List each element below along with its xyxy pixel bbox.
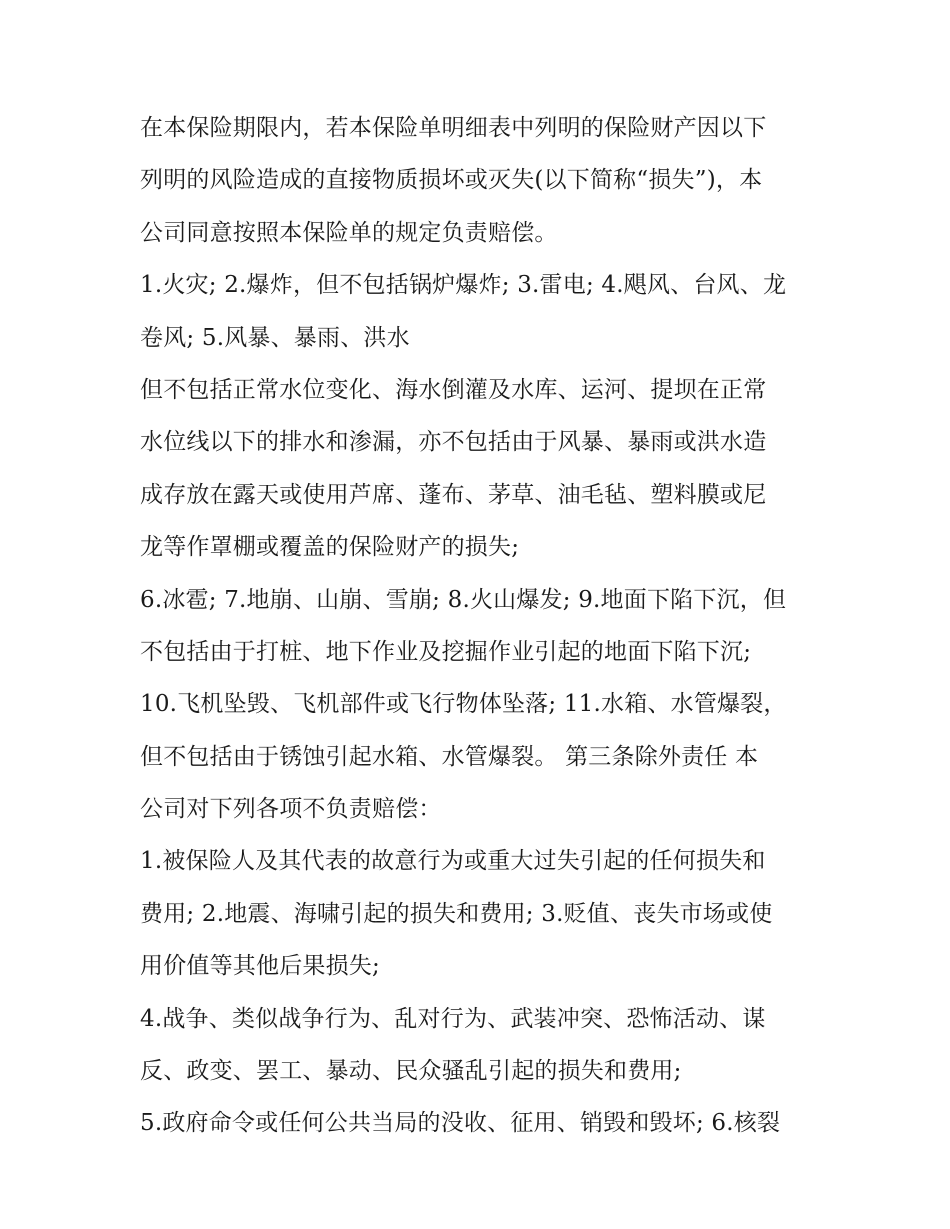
text-line: 龙等作罩棚或覆盖的保险财产的损失; [140, 534, 520, 561]
document-body [140, 102, 830, 1150]
text-line: 成存放在露天或使用芦席、蓬布、茅草、油毛毡、塑料膜或尼 [140, 481, 767, 508]
text-line: 1.被保险人及其代表的故意行为或重大过失引起的任何损失和 [140, 848, 766, 875]
text-line: 公司同意按照本保险单的规定负责赔偿。 [140, 219, 558, 246]
text-line: 反、政变、罢工、暴动、民众骚乱引起的损失和费用; [140, 1058, 682, 1085]
text-line: 用价值等其他后果损失; [140, 953, 380, 980]
text-line: 列明的风险造成的直接物质损坏或灭失(以下简称“损失”)，本 [140, 167, 763, 194]
text-line: 5.政府命令或任何公共当局的没收、征用、销毁和毁坏; 6.核裂 [140, 1110, 781, 1137]
text-line: 费用; 2.地震、海啸引起的损失和费用; 3.贬值、丧失市场或使 [140, 900, 773, 927]
text-line: 卷风; 5.风暴、暴雨、洪水 [140, 324, 410, 351]
text-line: 水位线以下的排水和渗漏，亦不包括由于风暴、暴雨或洪水造 [140, 429, 767, 456]
text-line: 公司对下列各项不负责赔偿： [140, 796, 442, 823]
text-line: 但不包括由于锈蚀引起水箱、水管爆裂。 第三条除外责任 本 [140, 743, 759, 770]
text-line: 6.冰雹; 7.地崩、山崩、雪崩; 8.火山爆发; 9.地面下陷下沉，但 [140, 586, 787, 613]
text-line: 在本保险期限内，若本保险单明细表中列明的保险财产因以下 [140, 115, 767, 141]
text-line: 4.战争、类似战争行为、乱对行为、武装冲突、恐怖活动、谋 [140, 1005, 766, 1032]
text-line: 不包括由于打桩、地下作业及挖掘作业引起的地面下陷下沉; [140, 638, 752, 665]
text-line: 1.火灾; 2.爆炸，但不包括锅炉爆炸; 3.雷电; 4.飓风、台风、龙 [140, 272, 787, 299]
text-line: 10.飞机坠毁、飞机部件或飞行物体坠落; 11.水箱、水管爆裂， [140, 691, 787, 718]
text-line: 但不包括正常水位变化、海水倒灌及水库、运河、提坝在正常 [140, 376, 767, 403]
